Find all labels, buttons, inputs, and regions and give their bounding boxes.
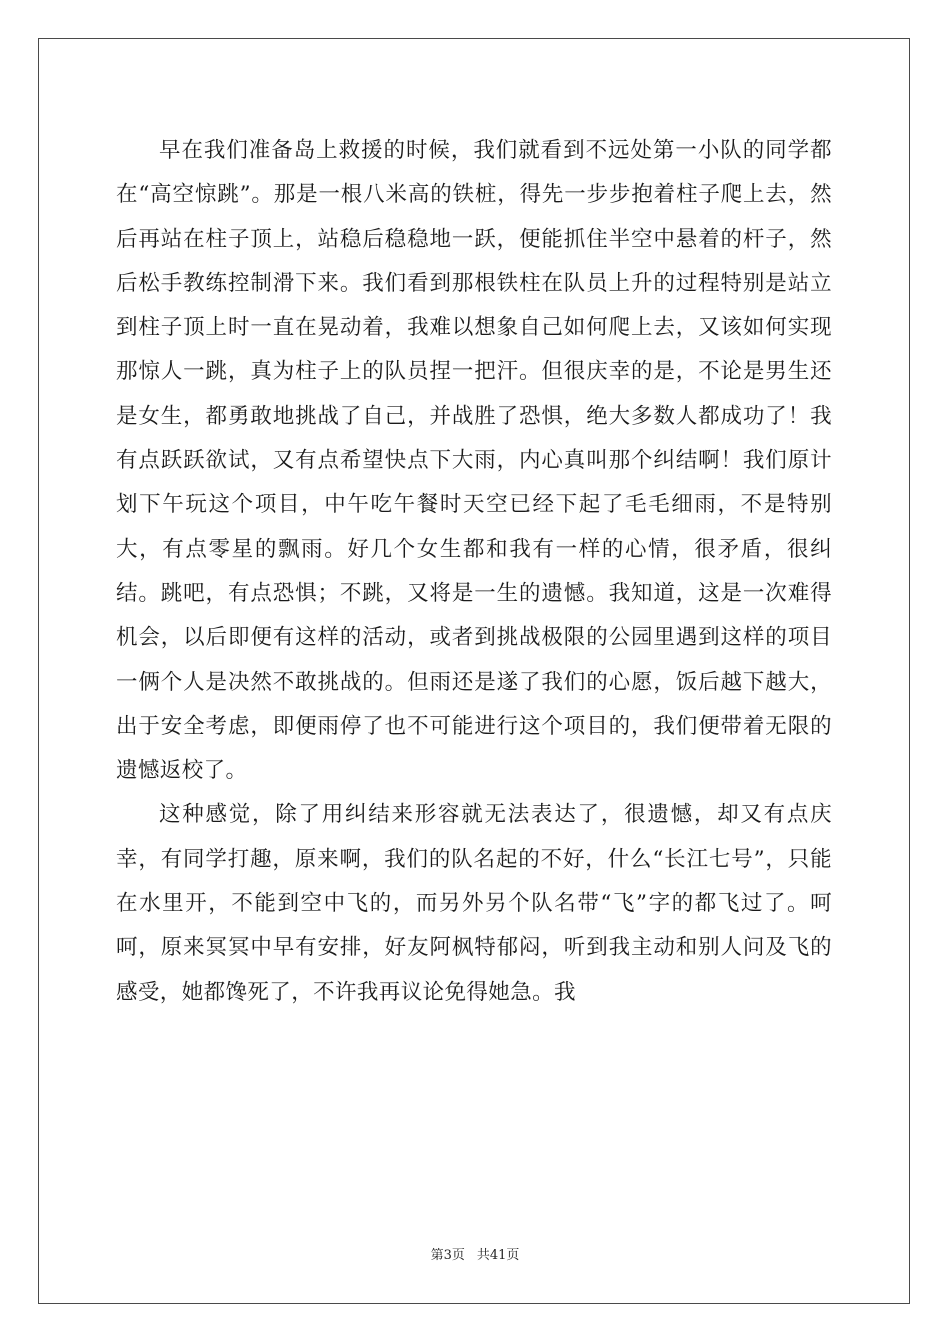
page-footer	[0, 1244, 950, 1263]
document-body	[116, 129, 832, 1015]
page-total: 共41页	[476, 1248, 520, 1263]
page-number: 第3页	[430, 1248, 465, 1263]
paragraph-1: 早在我们准备岛上救援的时候，我们就看到不远处第一小队的同学都在“高空惊跳”。那是一根八米高的铁桩，得先一步步抱着柱子爬上去，然后再站在柱子顶上，站稳后稳稳地一跃，便能抓住半空中悬着的杆子，然后松手教练控制滑下来。我们看到那根铁柱在队员上升的过程特别是站立到柱子顶上时一直在晃动着，我难以想象自己如何爬上去，又该如何实现那惊人一跳，真为柱子上的队员捏一把汗。但很庆幸的是，不论是男生还是女生，都勇敢地挑战了自己，并战胜了恐惧，绝大多数人都成功了！我有点跃跃欲试，又有点希望快点下大雨，内心真叫那个纠结啊！我们原计划下午玩这个项目，中午吃午餐时天空已经下起了毛毛细雨，不是特别大，有点零星的飘雨。好几个女生都和我有一样的心情，很矛盾，很纠结。跳吧，有点恐惧；不跳，又将是一生的遗憾。我知道，这是一次难得机会，以后即便有这样的活动，或者到挑战极限的公园里遇到这样的项目一俩个人是决然不敢挑战的。但雨还是遂了我们的心愿，饭后越下越大，出于安全考虑，即便雨停了也不可能进行这个项目的，我们便带着无限的遗憾返校了。	[116, 138, 832, 784]
paragraph-2: 这种感觉，除了用纠结来形容就无法表达了，很遗憾，却又有点庆幸，有同学打趣，原来啊，我们的队名起的不好，什么“长江七号”，只能在水里开，不能到空中飞的，而另外另个队名带“飞”字的都飞过了。呵呵，原来冥冥中早有安排，好友阿枫特郁闷，听到我主动和别人问及飞的感受，她都馋死了，不许我再议论免得她急。我	[116, 802, 832, 1005]
